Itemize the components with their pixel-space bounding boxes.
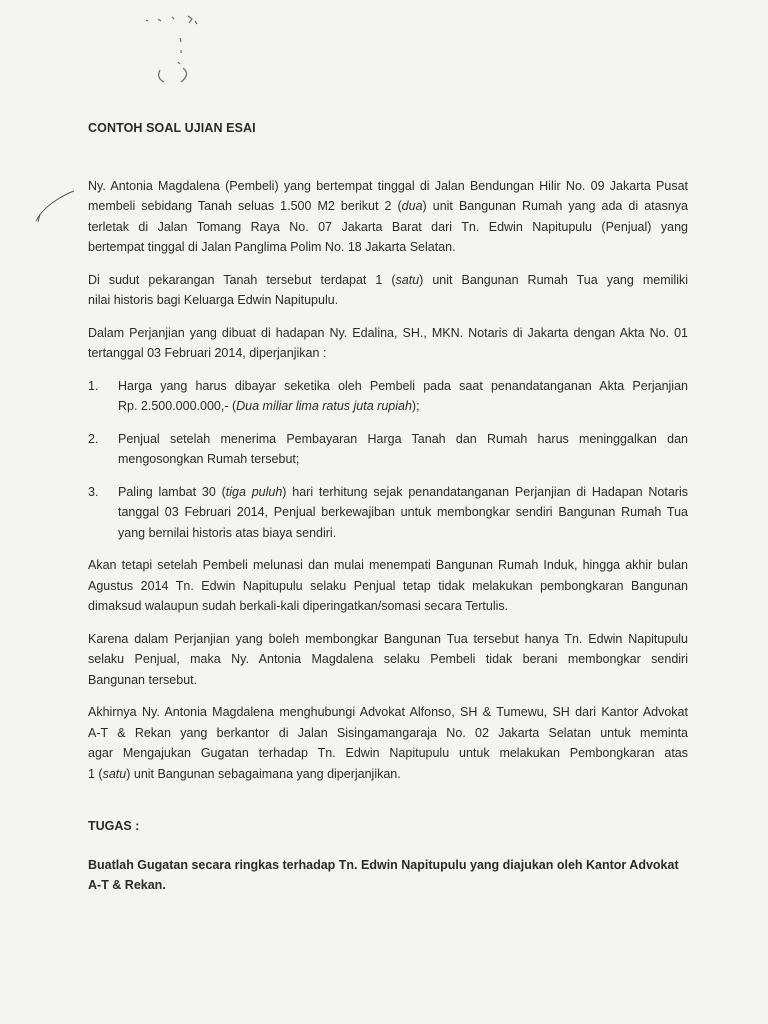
text-line: Paling lambat 30 (tiga puluh) hari terhitung sejak penandatanganan Perjanjian di Hadapan Notaris: [118, 484, 688, 499]
paragraph-buyer: [88, 176, 688, 258]
list-number: 2.: [88, 431, 99, 446]
text-line: Ny. Antonia Magdalena (Pembeli) yang bertempat tinggal di Jalan Bendungan Hilir No. 09 Jakarta Pusat: [88, 178, 688, 193]
text-line: Akan tetapi setelah Pembeli melunasi dan mulai menempati Bangunan Rumah Induk, hingga akhir bulan: [88, 558, 688, 572]
text-line: Harga yang harus dibayar seketika oleh Pembeli pada saat penandatanganan Akta Perjanjian: [118, 378, 688, 393]
text-line: terletak di Jalan Tomang Raya No. 07 Jakarta Barat dari Tn. Edwin Napitupulu (Penjual) yang: [88, 219, 688, 234]
text-line: A-T & Rekan.: [88, 878, 166, 892]
text-line: tanggal 03 Februari 2014, Penjual berkewajiban untuk membongkar sendiri Bangunan Rumah Tua: [118, 505, 688, 519]
text-line: selaku Penjual, maka Ny. Antonia Magdalena selaku Pembeli tidak berani membongkar sendiri: [88, 652, 688, 666]
document-body: [88, 118, 688, 896]
text-line: Agustus 2014 Tn. Edwin Napitupulu selaku Penjual tetap tidak melakukan pembongkaran Bangunan: [88, 578, 688, 593]
text-line: Akhirnya Ny. Antonia Magdalena menghubungi Advokat Alfonso, SH & Tumewu, SH dari Kantor Advokat: [88, 705, 688, 719]
list-number: 3.: [88, 484, 99, 499]
text-line: nilai historis bagi Keluarga Edwin Napitupulu.: [88, 293, 339, 307]
text-line: Bangunan tersebut.: [88, 672, 198, 687]
text-line: Rp. 2.500.000.000,- (Dua miliar lima ratus juta rupiah);: [118, 399, 420, 413]
agreement-list: [88, 376, 688, 544]
list-item: [88, 482, 688, 544]
list-item: [88, 376, 688, 417]
text-line: Karena dalam Perjanjian yang boleh membongkar Bangunan Tua tersebut hanya Tn. Edwin Napitupulu: [88, 631, 688, 646]
top-scribble-mark: [146, 16, 197, 82]
list-number: 1.: [88, 378, 99, 393]
text-line: Di sudut pekarangan Tanah tersebut terdapat 1 (satu) unit Bangunan Rumah Tua yang memiliki: [88, 272, 688, 287]
text-line: 1 (satu) unit Bangunan sebagaimana yang diperjanjikan.: [88, 766, 401, 781]
text-line: dimaksud walaupun sudah berkali-kali diperingatkan/somasi secara Tertulis.: [88, 599, 509, 613]
document-title: CONTOH SOAL UJIAN ESAI: [88, 121, 256, 135]
text-line: tertanggal 03 Februari 2014, diperjanjikan :: [88, 346, 327, 360]
margin-pen-stroke: [36, 191, 74, 222]
task-instruction: [88, 855, 688, 896]
text-line: mengosongkan Rumah tersebut;: [118, 452, 300, 466]
text-line: agar Mengajukan Gugatan terhadap Tn. Edwin Napitupulu untuk melakukan Pembongkaran atas: [88, 746, 688, 760]
paragraph-advocate: [88, 702, 688, 784]
list-item: [88, 429, 688, 470]
text-line: Buatlah Gugatan secara ringkas terhadap Tn. Edwin Napitupulu yang diajukan oleh Kantor Advokat: [88, 857, 679, 872]
task-heading: TUGAS :: [88, 819, 140, 833]
text-line: A-T & Rekan yang berkantor di Jalan Sisingamangaraja No. 02 Jakarta Selatan untuk meminta: [88, 725, 688, 740]
text-line: bertempat tinggal di Jalan Panglima Polim No. 18 Jakarta Selatan.: [88, 240, 456, 254]
paragraph-agreement: [88, 323, 688, 364]
text-line: yang bernilai historis atas biaya sendiri.: [118, 525, 337, 540]
text-line: Penjual setelah menerima Pembayaran Harga Tanah dan Rumah harus meninggalkan dan: [118, 431, 688, 446]
text-line: Dalam Perjanjian yang dibuat di hadapan Ny. Edalina, SH., MKN. Notaris di Jakarta dengan Akta No. 01: [88, 325, 688, 340]
paragraph-old-house: [88, 270, 688, 311]
paragraph-reason: [88, 629, 688, 691]
paragraph-default: [88, 555, 688, 617]
text-line: membeli sebidang Tanah seluas 1.500 M2 berikut 2 (dua) unit Bangunan Rumah yang ada di atasnya: [88, 199, 689, 213]
